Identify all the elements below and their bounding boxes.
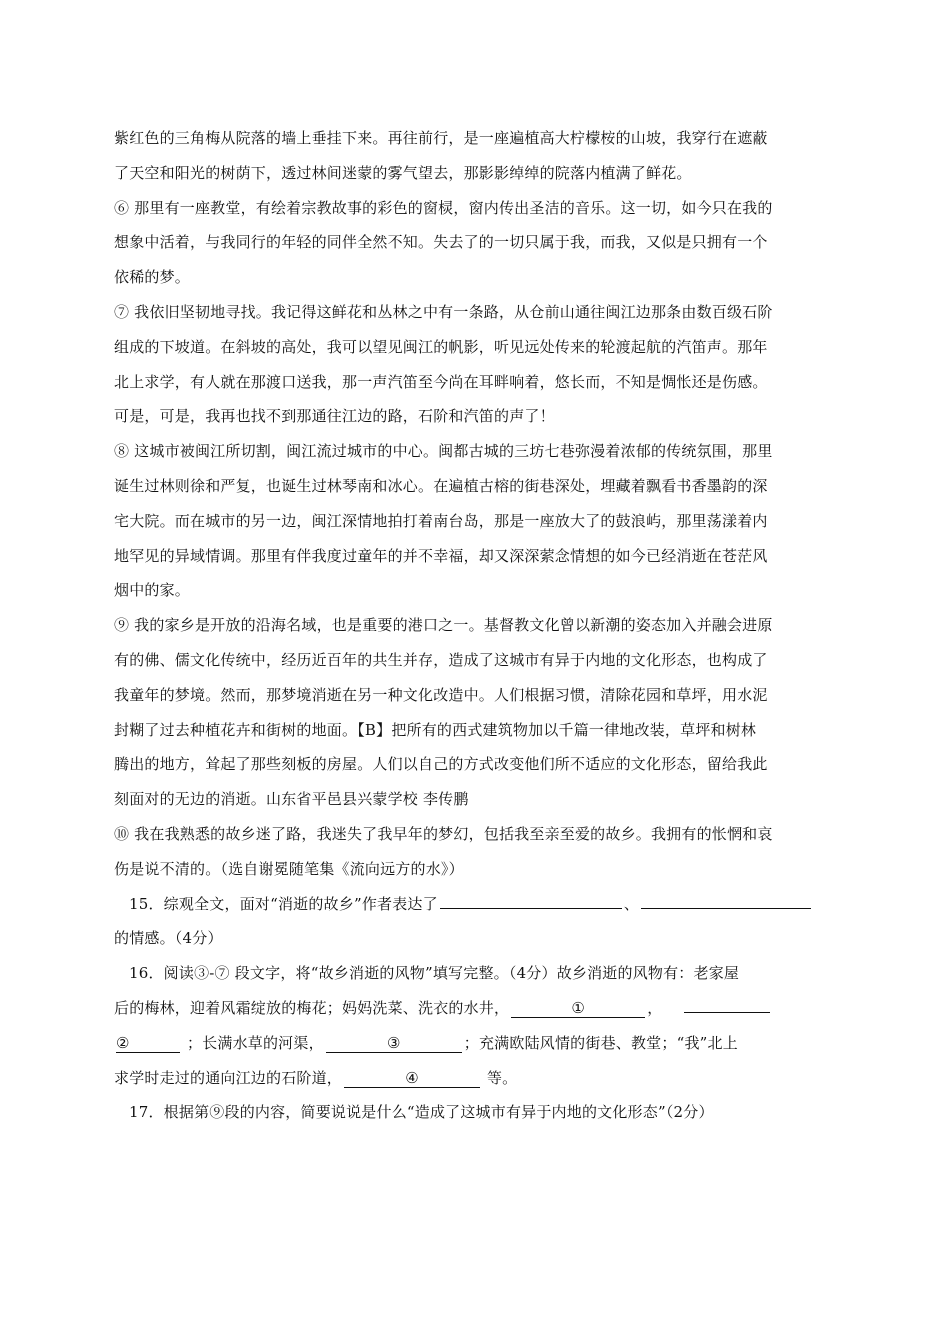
answer-blank-16-1[interactable] bbox=[511, 999, 645, 1018]
question-16-line-2 bbox=[114, 991, 842, 1026]
text-line: ⑩ 我在我熟悉的故乡迷了路，我迷失了我早年的梦幻，包括我至亲至爱的故乡。我拥有的怅惘和哀 bbox=[114, 824, 773, 843]
text-line: 北上求学，有人就在那渡口送我，那一声汽笛至今尚在耳畔响着，悠长而，不知是惆怅还是伤感。 bbox=[114, 372, 768, 391]
question-16-text: ；长满水草的河渠， bbox=[186, 1033, 324, 1052]
text-line: 紫红色的三角梅从院落的墙上垂挂下来。再往前行，是一座遍植高大柠檬桉的山坡，我穿行在遮蔽 bbox=[114, 129, 768, 147]
answer-blank-16-3[interactable] bbox=[326, 1034, 462, 1053]
text-line: ⑨ 我的家乡是开放的沿海名域，也是重要的港口之一。基督教文化曾以新潮的姿态加入并融会进原 bbox=[114, 616, 773, 635]
text-line: ⑥ 那里有一座教堂，有绘着宗教故事的彩色的窗棂，窗内传出圣洁的音乐。这一切，如今只在我的 bbox=[114, 198, 773, 217]
question-16-text: 求学时走过的通向江边的石阶道， bbox=[114, 1068, 343, 1087]
question-15-prompt: 15．综观全文，面对“消逝的故乡”作者表达了 bbox=[129, 894, 438, 913]
text-line: 可是，可是，我再也找不到那通往江边的路，石阶和汽笛的声了！ bbox=[114, 407, 555, 426]
answer-blank-15a[interactable] bbox=[440, 890, 622, 909]
blank-marker: ③ bbox=[386, 1033, 401, 1052]
text-line: 组成的下坡道。在斜坡的高处，我可以望见闽江的帆影，听见远处传来的轮渡起航的汽笛声。那年 bbox=[114, 337, 768, 356]
answer-blank-15b[interactable] bbox=[641, 890, 811, 909]
question-16-line-3 bbox=[114, 1026, 842, 1061]
question-15-separator: 、 bbox=[623, 894, 640, 913]
text-line: 宅大院。而在城市的另一边，闽江深情地拍打着南台岛，那是一座放大了的鼓浪屿，那里荡漾着内 bbox=[114, 511, 768, 530]
blank-marker: ② bbox=[116, 1033, 130, 1052]
question-15-suffix: 的情感。（4分） bbox=[114, 929, 223, 948]
text-line: ⑦ 我依旧坚韧地寻找。我记得这鲜花和丛林之中有一条路，从仓前山通往闽江边那条由数百级石阶 bbox=[114, 302, 773, 321]
question-16-prompt: 16．阅读③-⑦ 段文字，将“故乡消逝的风物”填写完整。（4分）故乡消逝的风物有：老家屋 bbox=[129, 964, 740, 983]
question-17-prompt: 17．根据第⑨段的内容，简要说说是什么“造成了这城市有异于内地的文化形态”（2分） bbox=[129, 1103, 714, 1122]
paragraph-7 bbox=[114, 295, 842, 434]
paragraph-5 bbox=[114, 121, 842, 191]
answer-blank-16-2-start[interactable] bbox=[684, 994, 770, 1013]
question-16 bbox=[114, 956, 842, 991]
question-15 bbox=[114, 887, 842, 922]
text-line: 依稀的梦。 bbox=[114, 268, 191, 287]
question-16-text: 后的梅林，迎着风霜绽放的梅花；妈妈洗菜、洗衣的水井， bbox=[114, 998, 510, 1017]
question-16-line-4 bbox=[114, 1061, 842, 1096]
paragraph-8 bbox=[114, 434, 842, 608]
question-16-text: 等。 bbox=[486, 1068, 518, 1087]
text-line: 地罕见的异域情调。那里有伴我度过童年的并不幸福，却又深深萦念情想的如今已经消逝在苍茫风 bbox=[114, 546, 768, 565]
text-line: 有的佛、儒文化传统中，经历近百年的共生并存，造成了这城市有异于内地的文化形态，也构成了 bbox=[114, 650, 768, 669]
text-line: 了天空和阳光的树荫下，透过林间迷蒙的雾气望去，那影影绰绰的院落内植满了鲜花。 bbox=[114, 163, 692, 182]
question-16-separator: ， bbox=[647, 998, 663, 1017]
question-17 bbox=[114, 1095, 842, 1130]
paragraph-10 bbox=[114, 817, 842, 887]
paragraph-6 bbox=[114, 191, 842, 295]
text-line: 封糊了过去种植花卉和街树的地面。【B】把所有的西式建筑物加以千篇一律地改装，草坪和树林 bbox=[114, 720, 757, 739]
blank-marker: ④ bbox=[405, 1068, 419, 1087]
text-line: 伤是说不清的。（选自谢冕随笔集《流向远方的水》） bbox=[114, 859, 464, 878]
answer-blank-16-2[interactable] bbox=[116, 1034, 180, 1053]
paragraph-9 bbox=[114, 608, 842, 817]
answer-blank-16-4[interactable] bbox=[344, 1069, 480, 1088]
text-line: 诞生过林则徐和严复，也诞生过林琴南和冰心。在遍植古榕的街巷深处，埋藏着飘看书香墨韵的深 bbox=[114, 476, 768, 495]
question-16-text: ；充满欧陆风情的街巷、教堂；“我”北上 bbox=[463, 1033, 738, 1052]
text-line: 刻面对的无边的消逝。山东省平邑县兴蒙学校 李传鹏 bbox=[114, 790, 469, 809]
text-line: 腾出的地方，耸起了那些刻板的房屋。人们以自己的方式改变他们所不适应的文化形态，留给我此 bbox=[114, 755, 768, 774]
text-line: 我童年的梦境。然而，那梦境消逝在另一种文化改造中。人们根据习惯，清除花园和草坪，用水泥 bbox=[114, 685, 768, 704]
text-line: 想象中活着，与我同行的年轻的同伴全然不知。失去了的一切只属于我，而我，又似是只拥有一个 bbox=[114, 233, 768, 252]
text-line: 烟中的家。 bbox=[114, 581, 191, 600]
blank-marker: ① bbox=[571, 998, 586, 1017]
reading-passage bbox=[114, 121, 842, 1130]
question-15-suffix-line bbox=[114, 921, 842, 956]
text-line: ⑧ 这城市被闽江所切割，闽江流过城市的中心。闽都古城的三坊七巷弥漫着浓郁的传统氛围，那里 bbox=[114, 442, 773, 461]
